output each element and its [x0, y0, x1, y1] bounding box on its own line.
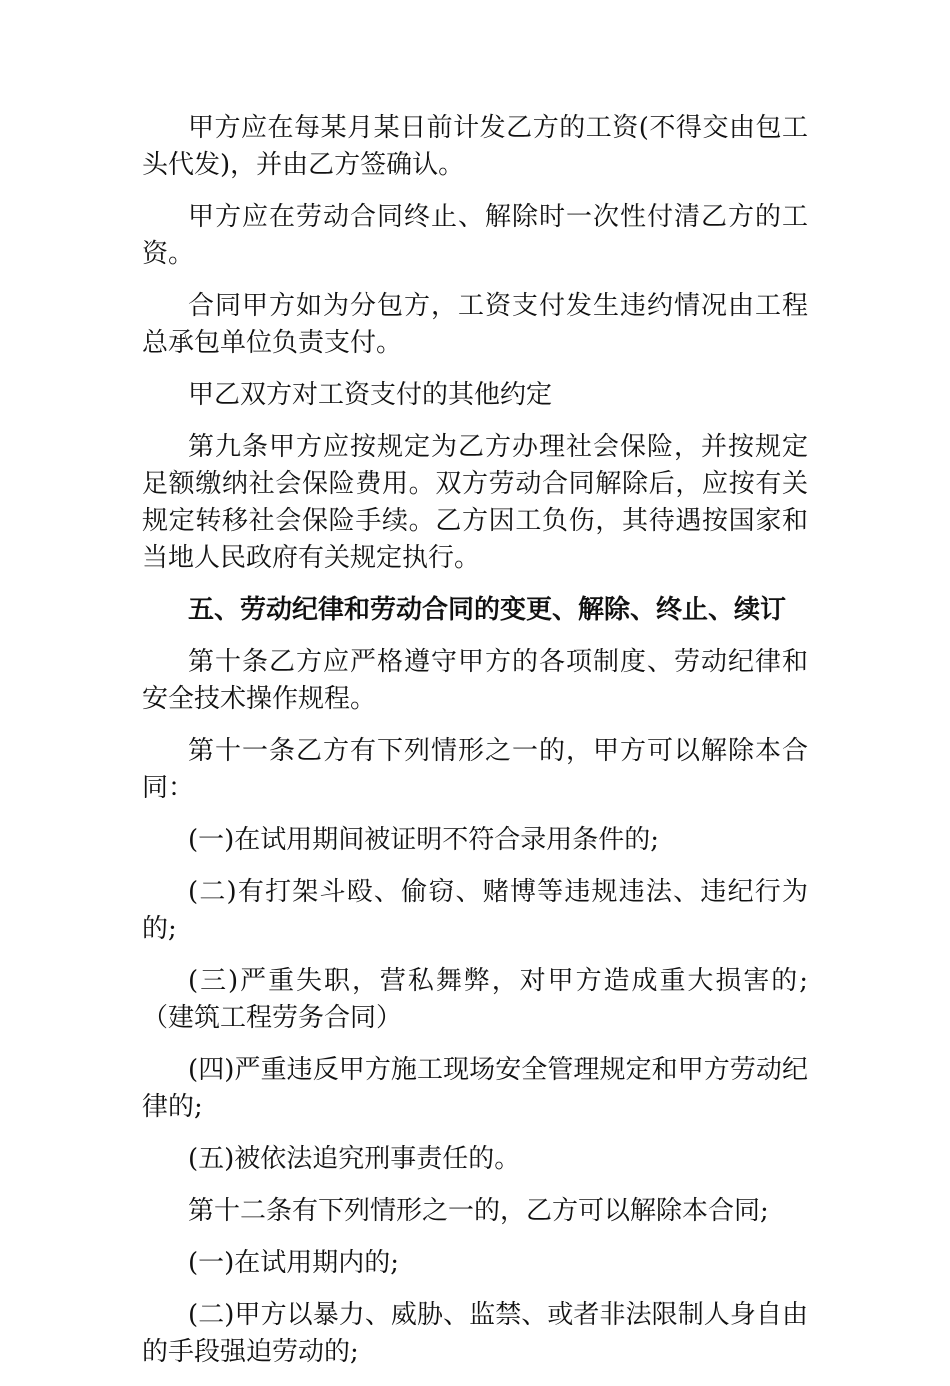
- paragraph-subcontractor-liability: 合同甲方如为分包方，工资支付发生违约情况由工程总承包单位负责支付。: [142, 291, 808, 358]
- list-item-12-2: (二)甲方以暴力、威胁、监禁、或者非法限制人身自由的手段强迫劳动的;: [142, 1300, 808, 1367]
- paragraph-article-9: 第九条甲方应按规定为乙方办理社会保险，并按规定足额缴纳社会保险费用。双方劳动合同解除后，应按有关规定转移社会保险手续。乙方因工负伤，其待遇按国家和当地人民政府有关规定执行。: [142, 432, 808, 573]
- document-page: [142, 110, 808, 1386]
- section-heading-5: 五、劳动纪律和劳动合同的变更、解除、终止、续订: [188, 595, 787, 625]
- paragraph-wage-payment-date: 甲方应在每某月某日前计发乙方的工资(不得交由包工头代发)，并由乙方签确认。: [142, 113, 808, 180]
- paragraph-article-12: 第十二条有下列情形之一的，乙方可以解除本合同;: [188, 1196, 769, 1226]
- list-item-11-4: (四)严重违反甲方施工现场安全管理规定和甲方劳动纪律的;: [142, 1055, 808, 1122]
- paragraph-other-wage-agreements: 甲乙双方对工资支付的其他约定: [188, 380, 553, 410]
- list-item-11-1: (一)在试用期间被证明不符合录用条件的;: [188, 825, 660, 855]
- list-item-11-2: (二)有打架斗殴、偷窃、赌博等违规违法、违纪行为的;: [142, 877, 808, 944]
- paragraph-article-11: 第十一条乙方有下列情形之一的，甲方可以解除本合同：: [142, 736, 808, 803]
- list-item-12-1: (一)在试用期内的;: [188, 1248, 400, 1278]
- list-item-11-5: (五)被依法追究刑事责任的。: [188, 1144, 521, 1174]
- paragraph-final-wage-settlement: 甲方应在劳动合同终止、解除时一次性付清乙方的工资。: [142, 202, 808, 269]
- paragraph-article-10: 第十条乙方应严格遵守甲方的各项制度、劳动纪律和安全技术操作规程。: [142, 647, 808, 714]
- list-item-11-3: (三)严重失职，营私舞弊，对甲方造成重大损害的;（建筑工程劳务合同）: [142, 966, 808, 1033]
